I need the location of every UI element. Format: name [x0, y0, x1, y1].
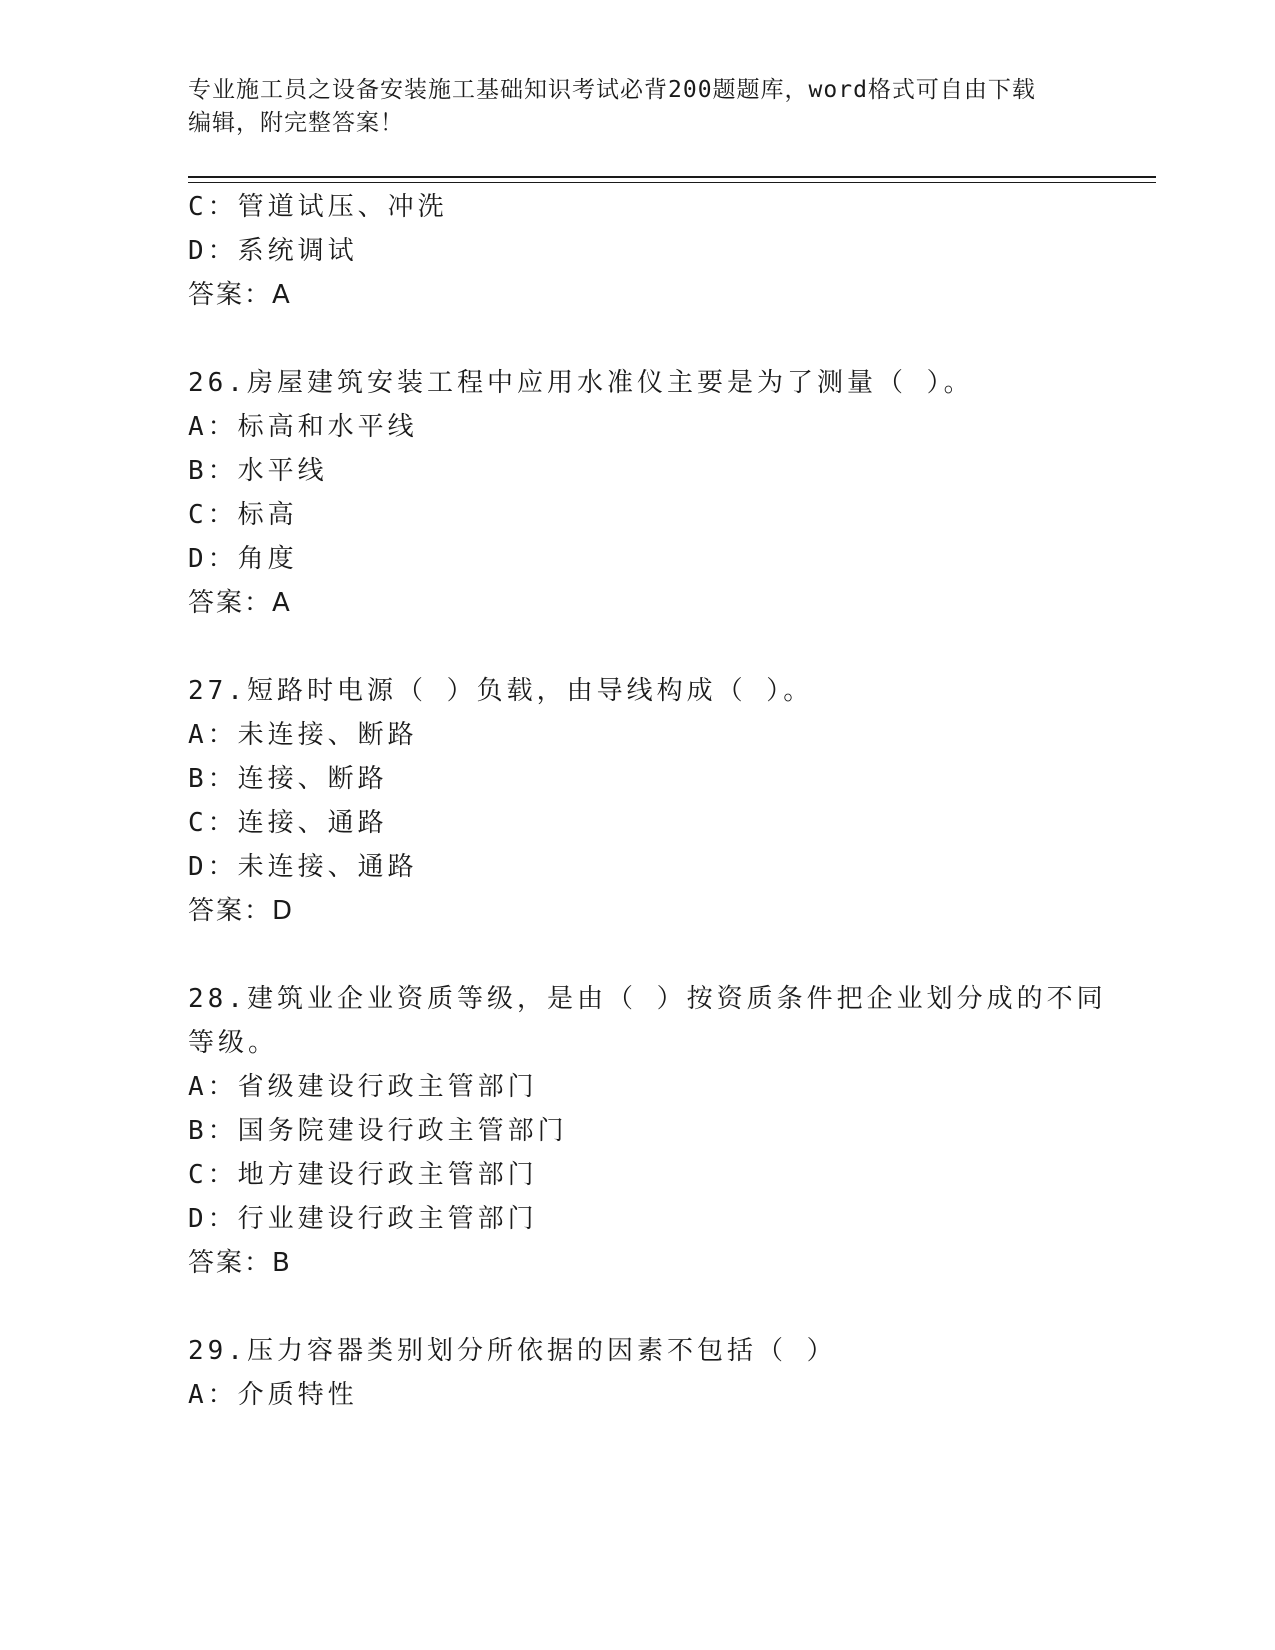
header-divider [188, 176, 1156, 178]
q28-question-line-1: 28.建筑业企业资质等级，是由（ ）按资质条件把企业划分成的不同 [188, 984, 1107, 1014]
q26-option-c: C：标高 [188, 500, 298, 530]
header-line-1: 专业施工员之设备安装施工基础知识考试必背200题题库，word格式可自由下载 [188, 77, 1036, 103]
q28-question-line-2: 等级。 [188, 1028, 279, 1058]
q25-answer: 答案：A [188, 280, 292, 310]
q26-question: 26.房屋建筑安装工程中应用水准仪主要是为了测量（ ）。 [188, 368, 974, 398]
q29-question: 29.压力容器类别划分所依据的因素不包括（ ） [188, 1336, 837, 1366]
q28-option-a: A：省级建设行政主管部门 [188, 1072, 538, 1102]
q28-answer: 答案：B [188, 1248, 292, 1278]
document-header [188, 74, 1068, 140]
q28-option-d: D：行业建设行政主管部门 [188, 1204, 538, 1234]
header-line-2: 编辑，附完整答案！ [188, 110, 404, 136]
q27-option-a: A：未连接、断路 [188, 720, 418, 750]
q26-option-b: B：水平线 [188, 456, 328, 486]
q25-option-d: D：系统调试 [188, 236, 358, 266]
q27-option-d: D：未连接、通路 [188, 852, 418, 882]
q26-option-a: A：标高和水平线 [188, 412, 418, 442]
q27-question: 27.短路时电源（ ）负载，由导线构成（ ）。 [188, 676, 814, 706]
q28-option-b: B：国务院建设行政主管部门 [188, 1116, 568, 1146]
q26-answer: 答案：A [188, 588, 292, 618]
q27-option-b: B：连接、断路 [188, 764, 388, 794]
q26-option-d: D：角度 [188, 544, 298, 574]
q25-option-c: C：管道试压、冲洗 [188, 192, 448, 222]
q29-option-a: A：介质特性 [188, 1380, 358, 1410]
header-divider-thin [188, 182, 1156, 183]
q27-answer: 答案：D [188, 896, 295, 926]
q28-option-c: C：地方建设行政主管部门 [188, 1160, 538, 1190]
q27-option-c: C：连接、通路 [188, 808, 388, 838]
